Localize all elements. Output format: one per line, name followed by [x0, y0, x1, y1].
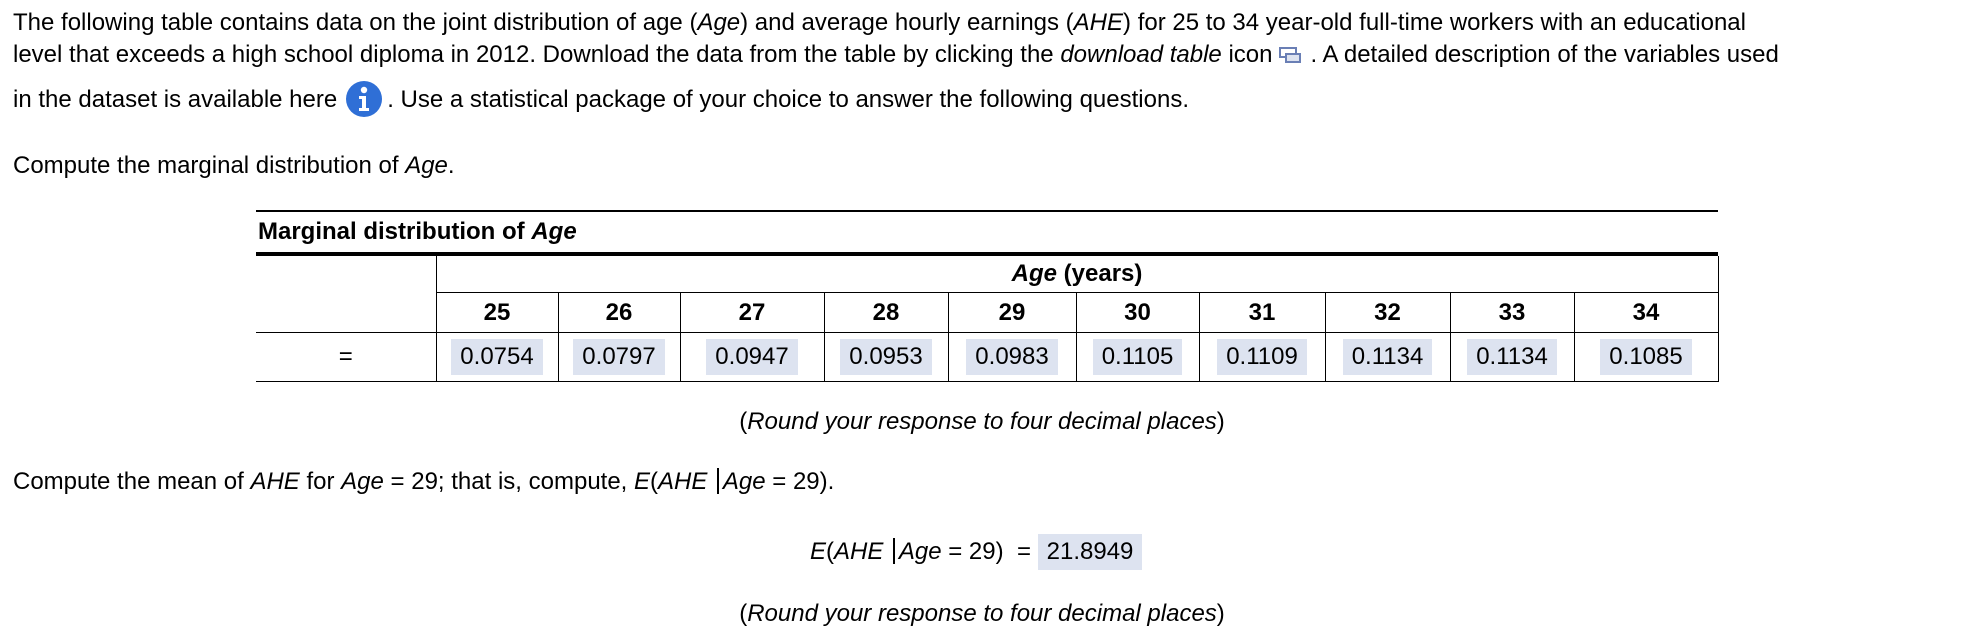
age-column-header: 29: [948, 293, 1076, 333]
marginal-cell: [1574, 333, 1718, 382]
age-column-header: 31: [1199, 293, 1325, 333]
marginal-cell: [1325, 333, 1450, 382]
conditional-bar: [717, 468, 719, 494]
answer-input[interactable]: 0.1085: [1600, 339, 1691, 375]
age-column-header: 32: [1325, 293, 1450, 333]
conditional-bar: [893, 538, 895, 564]
intro-line-3: in the dataset is available here . Use a statistical package of your choice to answer the following questions.: [13, 80, 1189, 118]
stub-empty: [256, 256, 436, 293]
table-title: Marginal distribution of Age: [258, 218, 577, 245]
age-column-header: 34: [1574, 293, 1718, 333]
marginal-cell: [680, 333, 824, 382]
age-header: Age (years): [436, 256, 1718, 293]
marginal-cell: [436, 333, 558, 382]
age-column-header: 33: [1450, 293, 1574, 333]
age-column-header: 25: [436, 293, 558, 333]
question-marginal: Compute the marginal distribution of Age.: [13, 152, 455, 179]
intro-line-2: level that exceeds a high school diploma in 2012. Download the data from the table by clicking the download table icon . A detailed description of the variables used: [13, 41, 1779, 68]
marginal-cell: [1076, 333, 1199, 382]
intro-line-1: The following table contains data on the joint distribution of age (Age) and average hourly earnings (AHE) for 25 to 34 year-old full-time workers with an educational: [13, 9, 1746, 36]
answer-input[interactable]: 0.0797: [573, 339, 664, 375]
table-top-rule: [256, 210, 1718, 212]
round-note-2: (Round your response to four decimal places): [739, 600, 1225, 627]
age-column-header: 28: [824, 293, 948, 333]
age-column-header: 30: [1076, 293, 1199, 333]
table-grid: [256, 256, 1719, 382]
answer-input[interactable]: 0.1105: [1093, 339, 1183, 375]
answer-input[interactable]: 0.1109: [1217, 339, 1307, 375]
question-mean: Compute the mean of AHE for Age = 29; that is, compute, E(AHE Age = 29).: [13, 468, 835, 495]
answer-input[interactable]: 0.0983: [966, 339, 1057, 375]
marginal-cell: [824, 333, 948, 382]
age-column-header: 27: [680, 293, 824, 333]
header-row-age: [256, 256, 1718, 293]
answer-input[interactable]: 0.1134: [1467, 339, 1557, 375]
age-column-header: 26: [558, 293, 680, 333]
conditional-mean-equation: E(AHE Age = 29) = 21.8949: [810, 532, 1142, 572]
header-row-ages: [256, 293, 1718, 333]
round-note-1: (Round your response to four decimal places): [739, 408, 1225, 435]
download-table-icon[interactable]: [1278, 42, 1304, 62]
info-icon[interactable]: [345, 80, 383, 118]
marginal-cell: [558, 333, 680, 382]
marginal-cell: [1450, 333, 1574, 382]
answer-mean-ahe[interactable]: 21.8949: [1038, 534, 1143, 570]
marginal-cell: [1199, 333, 1325, 382]
stub-empty: [256, 293, 436, 333]
answer-input[interactable]: 0.0947: [706, 339, 797, 375]
answer-input[interactable]: 0.1134: [1343, 339, 1433, 375]
row-label: =: [256, 333, 436, 382]
marginal-cell: [948, 333, 1076, 382]
answer-input[interactable]: 0.0953: [840, 339, 931, 375]
answer-input[interactable]: 0.0754: [451, 339, 542, 375]
marginal-values-row: [256, 333, 1718, 382]
